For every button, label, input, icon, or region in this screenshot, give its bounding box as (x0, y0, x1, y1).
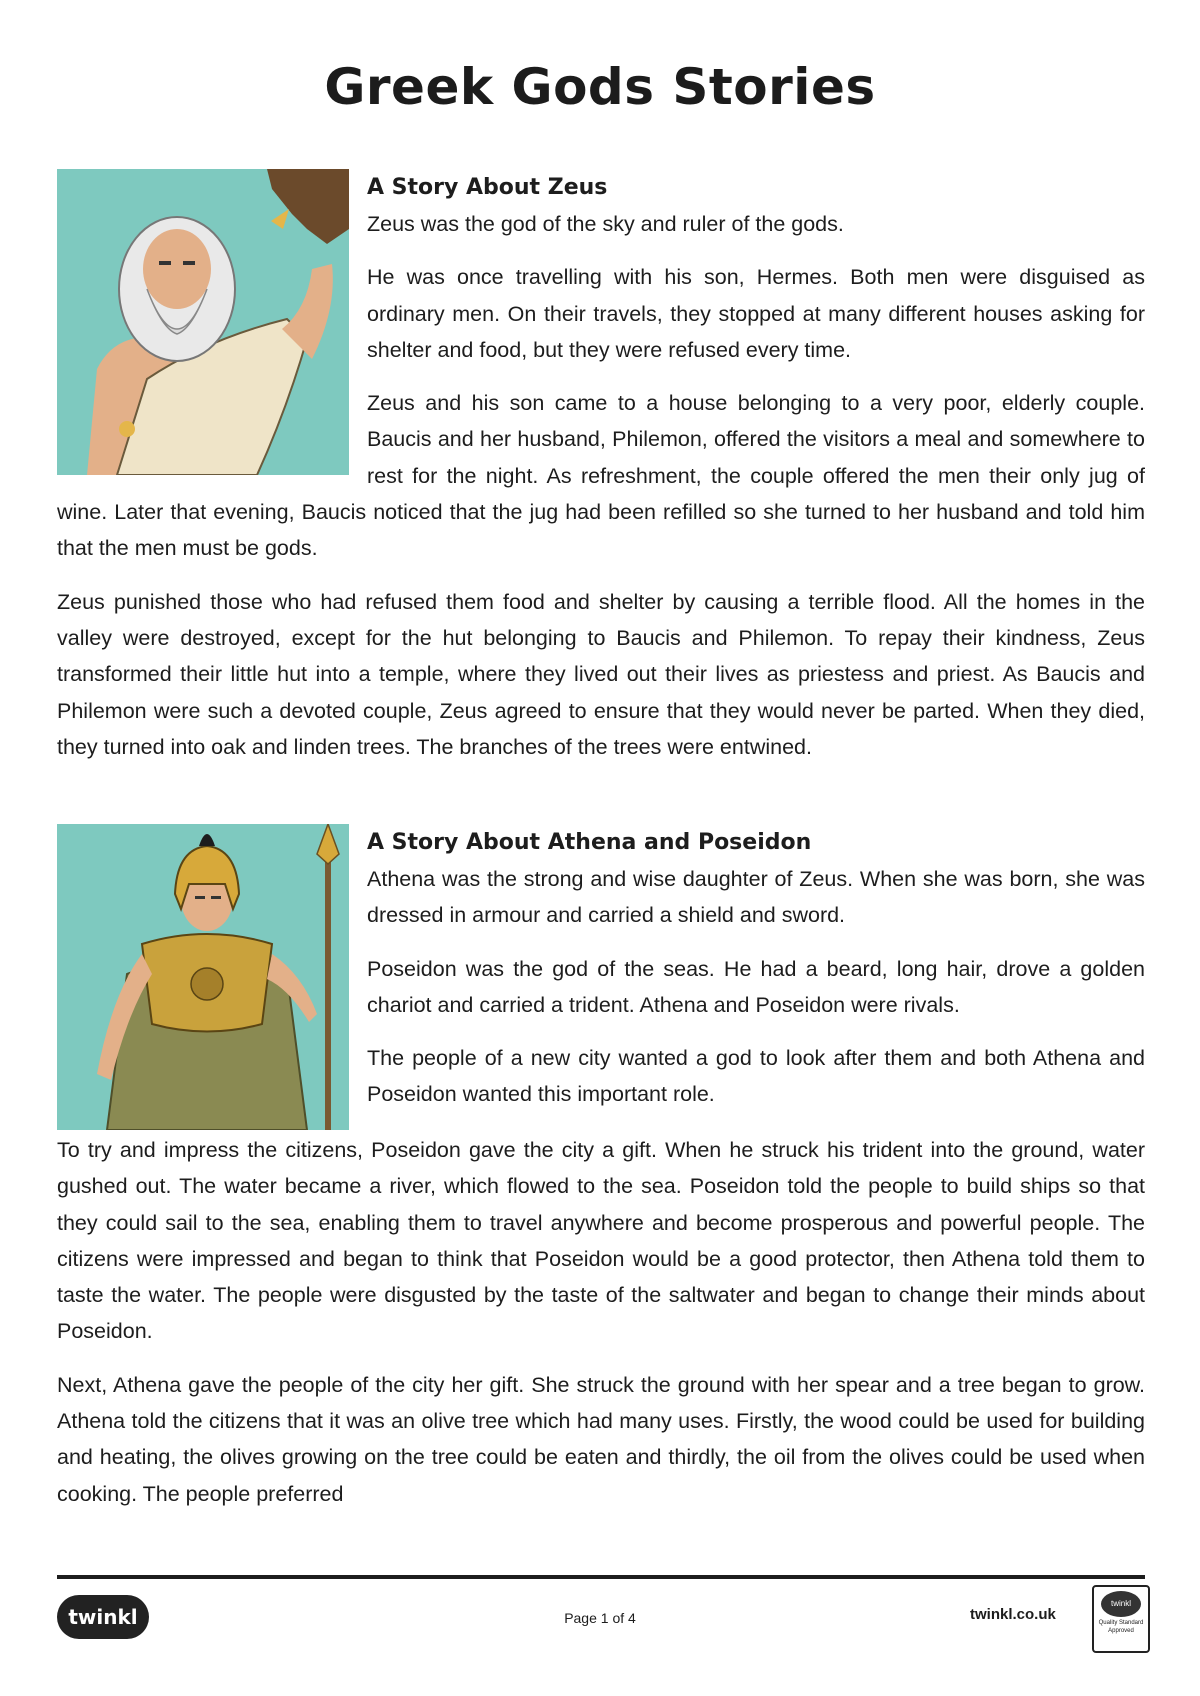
athena-story (57, 825, 1145, 1130)
paragraph: To try and impress the citizens, Poseidon gave the city a gift. When he struck his trident into the ground, water gushed out. The water became a river, which flowed to the sea. Poseidon told the people to build ships so that they could sail to the sea, enabling them to travel anywhere and become prosperous and powerful people. The citizens were impressed and began to think that Poseidon would be a good protector, then Athena told them to taste the water. The people were disgusted by the taste of the saltwater and began to change their minds about Poseidon. (57, 1138, 1145, 1344)
site-link[interactable]: twinkl.co.uk (970, 1606, 1056, 1623)
badge-seal: twinkl (1101, 1591, 1141, 1617)
quality-badge (1092, 1585, 1150, 1653)
paragraph: Poseidon was the god of the seas. He had a beard, long hair, drove a golden chariot and carried a trident. Athena and Poseidon were rivals. (367, 956, 1145, 1017)
paragraph: He was once travelling with his son, Hermes. Both men were disguised as ordinary men. On their travels, they stopped at many different houses asking for shelter and food, but they were refused every time. (367, 265, 1145, 362)
paragraph: Zeus and his son came to a house belonging to a very poor, elderly couple. Baucis and her husband, Philemon, offered the visitors a meal and somewhere to rest for the night. As refreshment, the couple offered the men their only jug of wine. Later that evening, Baucis noticed that the jug had been refilled so she turned to her husband and told him that the men must be gods. (57, 391, 1145, 561)
paragraph: Next, Athena gave the people of the city her gift. She struck the ground with her spear and a tree began to grow. Athena told the citizens that it was an olive tree which had many uses. Firstly, the wood could be used for building and heating, the olives growing on the tree could be eaten and thirdly, the oil from the olives could be used when cooking. The people preferred (57, 1372, 1145, 1506)
section-heading: A Story About Athena and Poseidon (367, 830, 812, 855)
paragraph: Zeus was the god of the sky and ruler of the gods. (367, 212, 844, 236)
page-number: Page 1 of 4 (564, 1610, 636, 1626)
footer-divider (57, 1575, 1145, 1579)
badge-text: Quality Standard Approved (1098, 1620, 1144, 1634)
twinkl-logo[interactable]: twinkl (57, 1595, 149, 1639)
paragraph: The people of a new city wanted a god to look after them and both Athena and Poseidon wanted this important role. (367, 1046, 1145, 1107)
section-heading: A Story About Zeus (367, 175, 608, 200)
paragraph: Zeus punished those who had refused them food and shelter by causing a terrible flood. All the homes in the valley were destroyed, except for the hut belonging to Baucis and Philemon. To repay their kindness, Zeus transformed their little hut into a temple, where they lived out their lives as priestess and priest. As Baucis and Philemon were such a devoted couple, Zeus agreed to ensure that they would never be parted. When they died, they turned into oak and linden trees. The branches of the trees were entwined. (57, 589, 1145, 759)
zeus-story (57, 170, 1145, 782)
athena-story-continued (57, 1132, 1145, 1529)
paragraph: Athena was the strong and wise daughter of Zeus. When she was born, she was dressed in armour and carried a shield and sword. (367, 867, 1145, 928)
page-title: Greek Gods Stories (324, 58, 876, 116)
